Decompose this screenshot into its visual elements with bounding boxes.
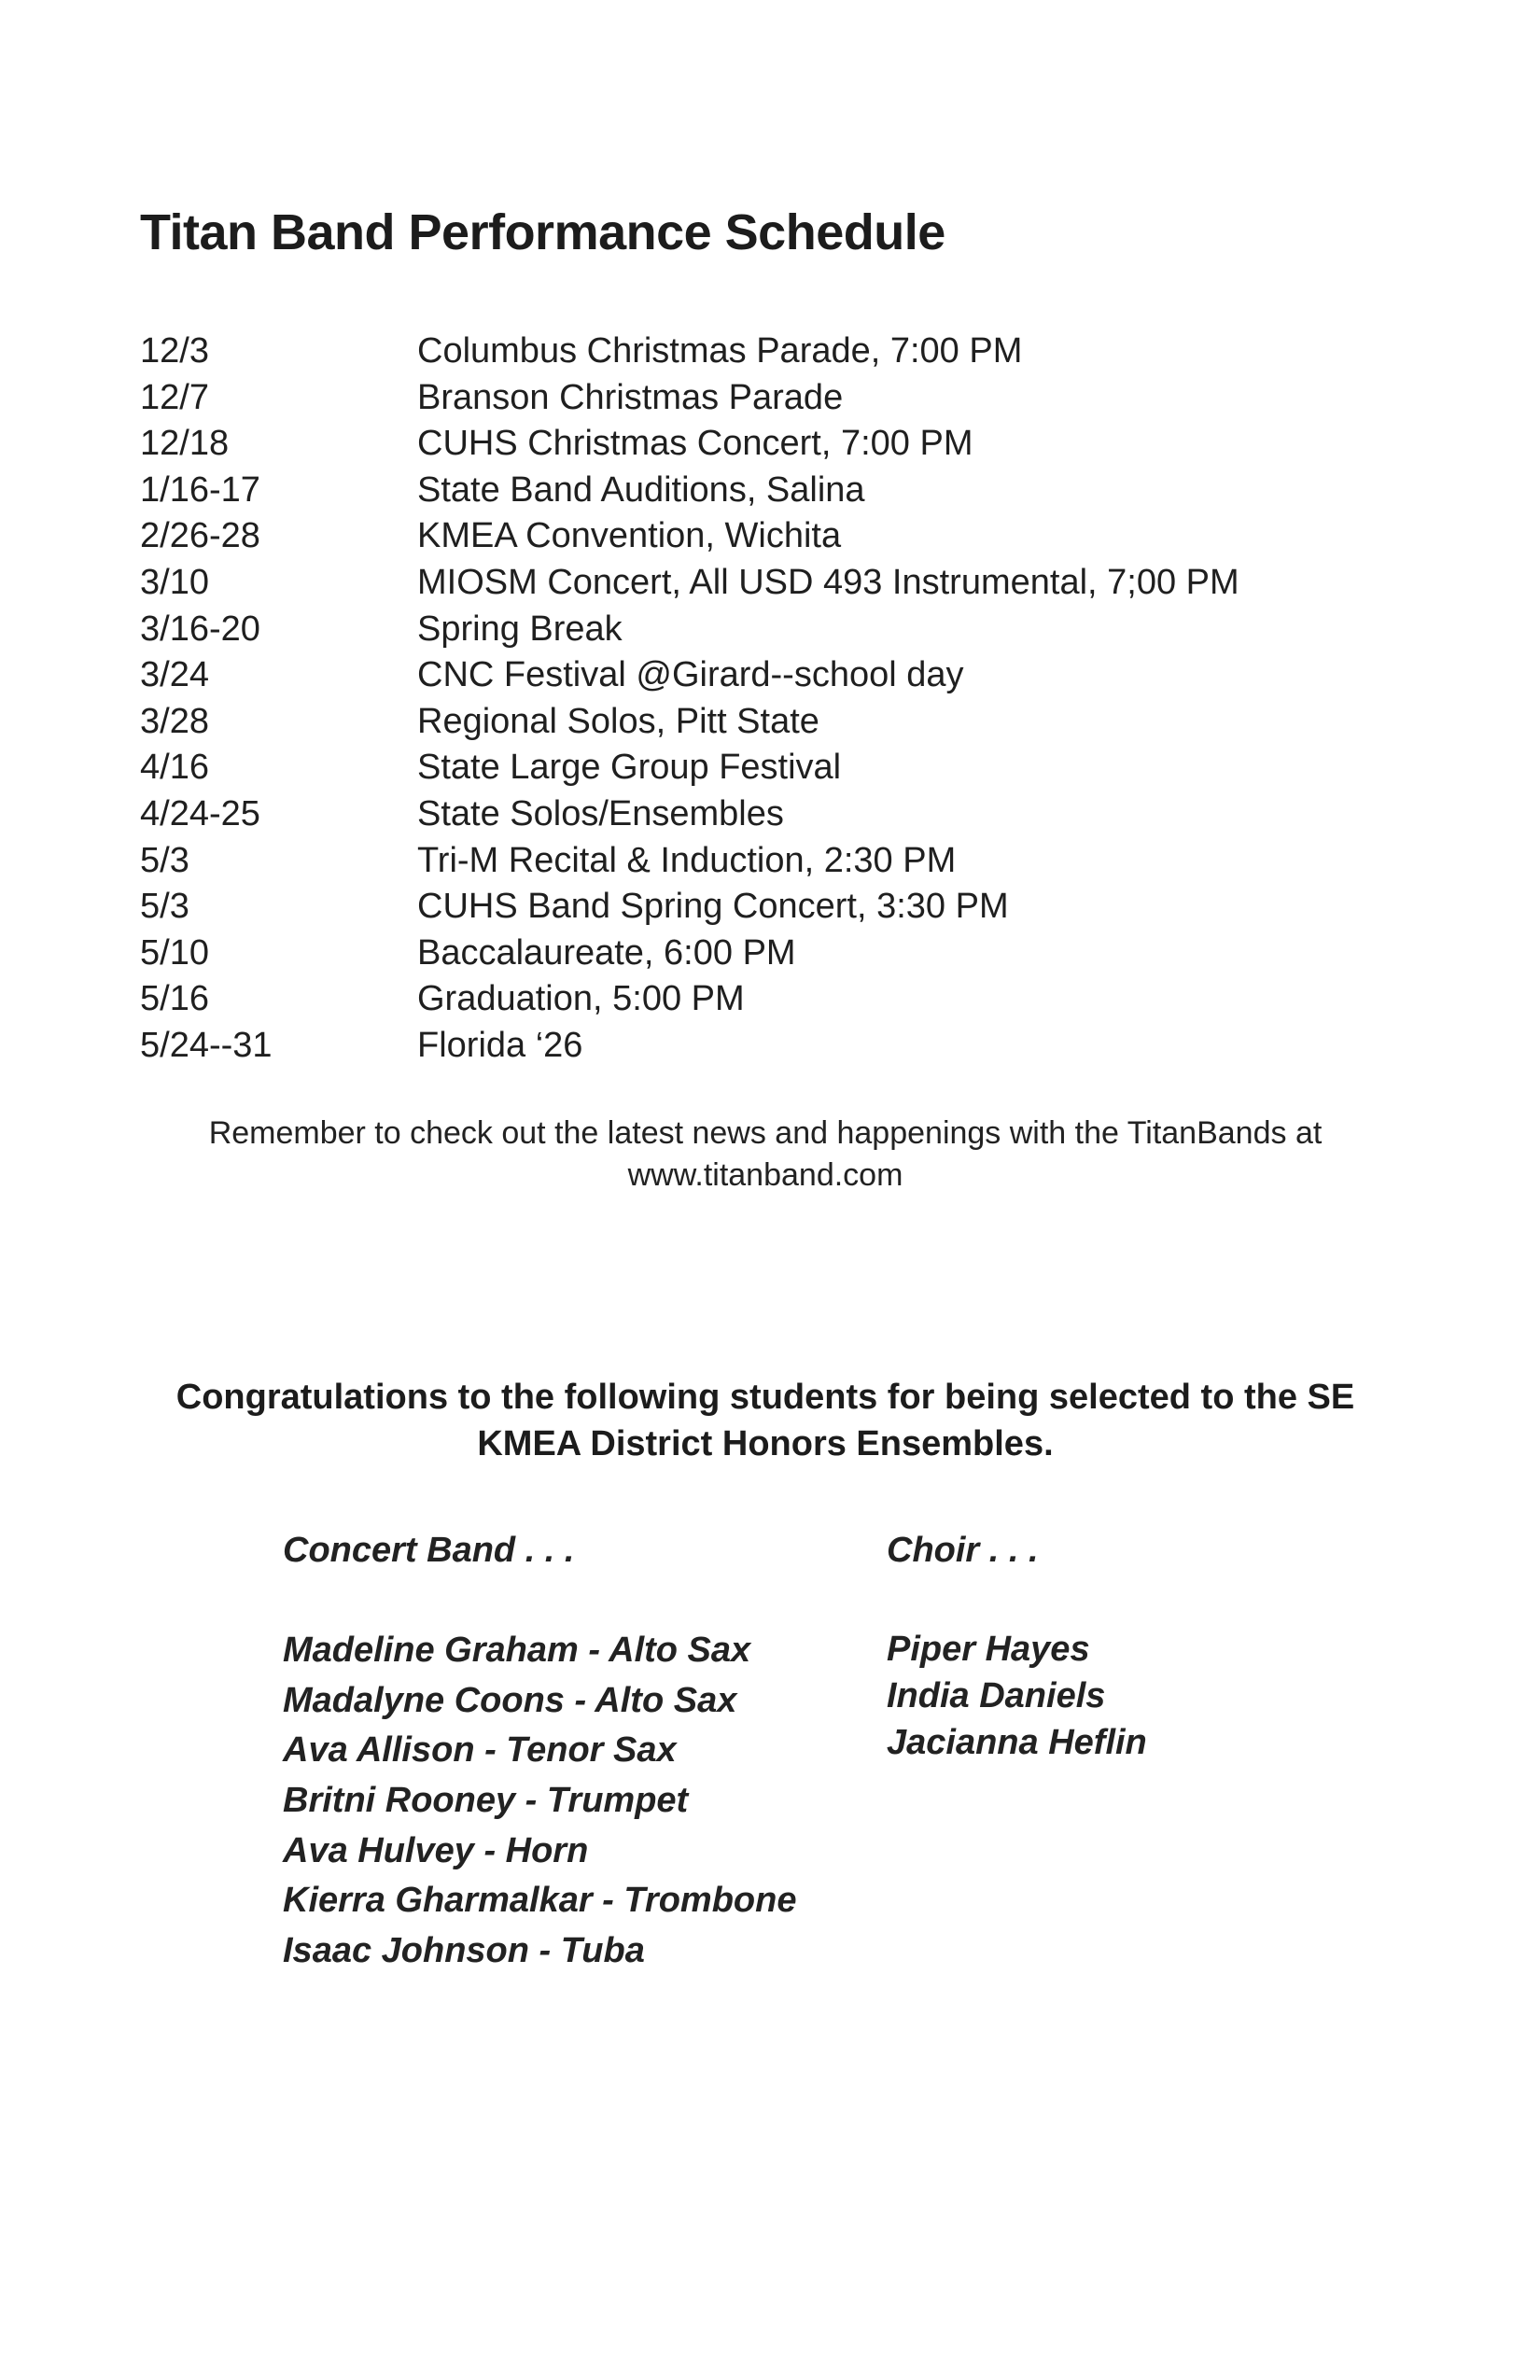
schedule-date: 4/16 xyxy=(140,748,209,788)
schedule-event: CNC Festival @Girard--school day xyxy=(417,655,964,695)
congratulations-line: Congratulations to the following students for being selected to the SE xyxy=(175,1378,1355,1417)
schedule-row xyxy=(140,513,1353,560)
website-reminder xyxy=(140,1113,1391,1197)
website-link[interactable]: www.titanband.com xyxy=(627,1157,903,1193)
schedule-event: Spring Break xyxy=(417,609,623,649)
schedule-event: Graduation, 5:00 PM xyxy=(417,979,745,1019)
schedule-event: Tri-M Recital & Induction, 2:30 PM xyxy=(417,840,957,880)
concert-band-member: Kierra Gharmalkar - Trombone xyxy=(283,1881,797,1921)
schedule-row xyxy=(140,745,1353,791)
schedule-event: CUHS Band Spring Concert, 3:30 PM xyxy=(417,887,1009,927)
schedule-event: Baccalaureate, 6:00 PM xyxy=(417,932,796,973)
concert-band-member: Britni Rooney - Trumpet xyxy=(283,1781,689,1821)
concert-band-list xyxy=(283,1525,796,1977)
page-title: Titan Band Performance Schedule xyxy=(140,204,945,260)
schedule-date: 3/10 xyxy=(140,562,209,602)
congratulations-heading xyxy=(140,1374,1391,1467)
schedule-date: 3/24 xyxy=(140,655,209,695)
schedule-event: KMEA Convention, Wichita xyxy=(417,516,842,556)
concert-band-heading: Concert Band . . . xyxy=(283,1531,575,1570)
schedule-date: 1/16-17 xyxy=(140,469,260,510)
schedule-row xyxy=(140,560,1353,607)
schedule-event: CUHS Christmas Concert, 7:00 PM xyxy=(417,424,973,464)
schedule-row xyxy=(140,791,1353,838)
choir-member: Jacianna Heflin xyxy=(887,1723,1147,1762)
schedule-event: MIOSM Concert, All USD 493 Instrumental, 7;00 PM xyxy=(417,562,1239,602)
schedule-date: 5/10 xyxy=(140,932,209,973)
schedule-date: 3/28 xyxy=(140,701,209,741)
concert-band-member: Madalyne Coons - Alto Sax xyxy=(283,1680,737,1720)
schedule-row xyxy=(140,329,1353,375)
schedule-row xyxy=(140,838,1353,885)
schedule-date: 5/24--31 xyxy=(140,1025,273,1065)
schedule-date: 12/7 xyxy=(140,377,209,417)
choir-member: India Daniels xyxy=(887,1676,1106,1715)
schedule-event: Florida ‘26 xyxy=(417,1025,583,1065)
concert-band-member: Isaac Johnson - Tuba xyxy=(283,1931,645,1971)
schedule-row xyxy=(140,699,1353,746)
schedule-row xyxy=(140,375,1353,422)
schedule-event: State Band Auditions, Salina xyxy=(417,469,865,510)
schedule-date: 5/3 xyxy=(140,840,189,880)
schedule-row xyxy=(140,1023,1353,1070)
schedule-row xyxy=(140,421,1353,468)
schedule-row xyxy=(140,652,1353,699)
schedule-row xyxy=(140,607,1353,653)
choir-heading: Choir . . . xyxy=(887,1531,1039,1570)
schedule-date: 5/16 xyxy=(140,979,209,1019)
choir-member: Piper Hayes xyxy=(887,1630,1090,1669)
concert-band-member: Ava Hulvey - Horn xyxy=(283,1830,589,1870)
schedule-event: Columbus Christmas Parade, 7:00 PM xyxy=(417,331,1023,371)
schedule-date: 5/3 xyxy=(140,887,189,927)
schedule-row xyxy=(140,468,1353,514)
schedule-row xyxy=(140,884,1353,931)
schedule-date: 12/3 xyxy=(140,331,209,371)
schedule-event: Regional Solos, Pitt State xyxy=(417,701,819,741)
schedule-date: 2/26-28 xyxy=(140,516,260,556)
schedule-row xyxy=(140,931,1353,977)
schedule-date: 4/24-25 xyxy=(140,793,260,833)
schedule-event: State Large Group Festival xyxy=(417,748,842,788)
schedule-event: State Solos/Ensembles xyxy=(417,793,784,833)
choir-list xyxy=(887,1525,1147,1766)
congratulations-line: KMEA District Honors Ensembles. xyxy=(477,1424,1054,1463)
schedule-date: 3/16-20 xyxy=(140,609,260,649)
performance-schedule xyxy=(140,329,1353,1070)
schedule-event: Branson Christmas Parade xyxy=(417,377,844,417)
reminder-text: Remember to check out the latest news and happenings with the TitanBands at xyxy=(208,1115,1323,1151)
schedule-row xyxy=(140,976,1353,1023)
schedule-date: 12/18 xyxy=(140,424,230,464)
concert-band-member: Madeline Graham - Alto Sax xyxy=(283,1631,751,1670)
concert-band-member: Ava Allison - Tenor Sax xyxy=(283,1730,677,1771)
